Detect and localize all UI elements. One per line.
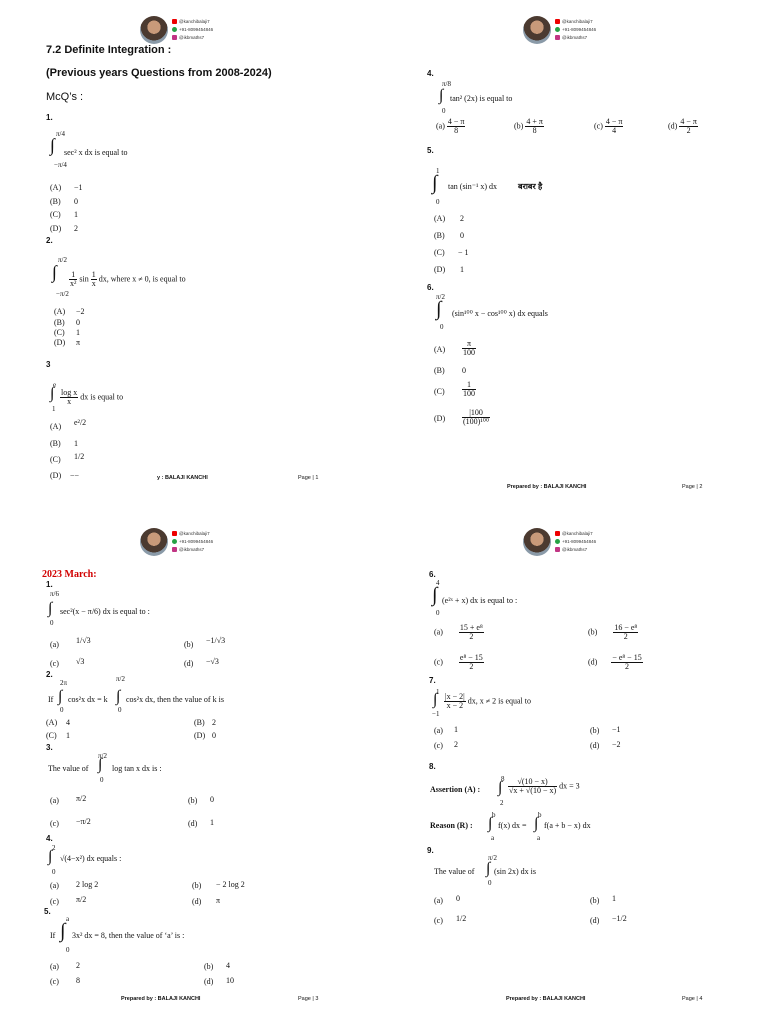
instagram-handle: @ikbmaths7: [562, 35, 588, 40]
question-number: 6.: [427, 283, 434, 292]
instagram-handle: @ikbmaths7: [562, 547, 588, 552]
page-number: Page | 1: [298, 475, 319, 481]
option-value[interactable]: $\frac{1}{100}$: [463, 380, 475, 398]
option-label: (A): [50, 422, 62, 431]
youtube-handle: @kanchibalaji7: [179, 19, 210, 24]
question-text: log tan x dx is :: [112, 764, 162, 773]
fraction: $\frac{√(10 - x)}{√x + √(10 - x)}$: [509, 777, 557, 795]
integral-upper-limit: e: [53, 381, 57, 389]
integral-sign: ∫: [436, 298, 442, 320]
option-value[interactable]: 0: [212, 731, 216, 740]
option-label: (a): [50, 640, 59, 649]
integral-sign: ∫: [48, 848, 53, 865]
integral-upper-limit: π/2: [488, 854, 497, 862]
integral-lower-limit: 0: [440, 323, 444, 331]
option-value[interactable]: 8: [76, 976, 80, 985]
question-text: tan (sin⁻¹ x) dx: [448, 182, 498, 191]
question-text: sec² x dx is equal to: [64, 148, 128, 157]
option-value[interactable]: π: [216, 896, 221, 905]
option-label: (D): [54, 338, 66, 347]
option-label: (a): [434, 627, 443, 637]
reason-text-continued: f(a + b − x) dx: [544, 821, 591, 830]
question-text: dx is equal to: [80, 392, 124, 402]
option-value[interactable]: 1: [460, 265, 464, 274]
question-text: (sin 2x) dx is: [494, 867, 536, 876]
option-value[interactable]: 4: [226, 961, 230, 970]
integral-upper-limit: π/2: [58, 256, 67, 264]
youtube-icon: [555, 19, 560, 24]
option-label: (C): [434, 387, 445, 396]
option-label: (a): [50, 881, 59, 890]
whatsapp-icon: [555, 539, 560, 544]
option-value[interactable]: 1: [74, 439, 78, 448]
integral-upper-limit: π/4: [56, 130, 65, 138]
option-label: (B): [434, 366, 445, 375]
option-label: (a): [434, 896, 443, 905]
integral-upper-limit: 1: [436, 167, 440, 175]
option-label: (C): [434, 248, 445, 257]
option-value[interactable]: e²/2: [74, 418, 87, 427]
option-value[interactable]: π/2: [76, 794, 87, 803]
integral-upper-limit: π/8: [442, 80, 451, 88]
option-value[interactable]: $\frac{\text{e⁸ − 15}}{2}$: [459, 653, 483, 671]
option-label: (b): [204, 962, 214, 971]
option-label: (b): [590, 726, 600, 735]
option-value[interactable]: 0: [210, 795, 214, 804]
option-label: (c): [50, 977, 59, 986]
option-value[interactable]: 1: [454, 725, 458, 734]
integral-upper-limit: 8: [501, 775, 505, 783]
option-value[interactable]: − 1: [458, 248, 469, 257]
option-value[interactable]: 1: [612, 894, 616, 903]
option-value[interactable]: 2: [454, 740, 458, 749]
header: [523, 16, 643, 46]
avatar: [140, 16, 168, 44]
option-label: (a): [434, 726, 443, 735]
fraction: $\frac{\text{log x}}{x}$: [61, 388, 78, 406]
option-label: (c): [434, 916, 443, 925]
option-value[interactable]: 0: [460, 231, 464, 240]
option-label: (d): [588, 657, 598, 667]
option-label: (a): [50, 962, 59, 971]
integral-lower-limit: 1: [52, 405, 56, 413]
integral-lower-limit: −1: [432, 710, 440, 718]
question-number: 4.: [46, 834, 53, 843]
question-number: 9.: [427, 846, 434, 855]
question-number: 2.: [46, 670, 53, 679]
option-value[interactable]: 10: [226, 976, 234, 985]
fraction: $\frac{1}{\text{x²}}$: [70, 270, 77, 288]
option-label: (b): [514, 121, 524, 131]
question-text: 3x² dx = 8, then the value of ‘a’ is :: [72, 931, 185, 940]
question-text: dx, where x ≠ 0, is equal to: [98, 274, 186, 284]
option-value[interactable]: − 2 log 2: [216, 880, 245, 889]
option-value[interactable]: $\frac{\text{− e⁸ − 15}}{2}$: [612, 653, 642, 671]
integral-lower-limit: 0: [118, 706, 122, 714]
whatsapp-number: +91-8099454846: [179, 27, 214, 32]
option-label: (A): [54, 307, 66, 316]
integral-sign: ∫: [486, 860, 491, 877]
youtube-handle: @kanchibalaji7: [562, 531, 593, 536]
question-text-prefix: The value of: [48, 764, 89, 773]
integral-sign: ∫: [52, 262, 57, 282]
option-value[interactable]: 2: [76, 961, 80, 970]
fraction: $\frac{|x - 2|}{x - 2}$: [445, 692, 465, 710]
whatsapp-icon: [555, 27, 560, 32]
integral-lower-limit: a: [491, 834, 495, 842]
option-label: (b): [184, 640, 194, 649]
option-value[interactable]: −1: [612, 725, 621, 734]
question-number: 1.: [46, 580, 53, 589]
option-value[interactable]: $\frac{\text{16 − e⁸}}{2}$: [614, 623, 638, 641]
avatar: [523, 528, 551, 556]
option-label: (A): [50, 183, 62, 192]
question-text: (sin¹⁰⁰ x − cos¹⁰⁰ x) dx equals: [452, 309, 548, 318]
option-label: (d): [204, 977, 214, 986]
option-value[interactable]: −2: [76, 307, 85, 316]
option-value[interactable]: 2: [212, 718, 216, 727]
integral-sign: ∫: [116, 688, 121, 705]
integral-upper-limit: π/6: [50, 590, 59, 598]
mcq-heading: McQ’s :: [46, 91, 84, 103]
option-label: (C): [54, 328, 65, 337]
page-subtitle: (Previous years Questions from 2008-2024): [46, 67, 272, 79]
option-value[interactable]: 2: [74, 224, 78, 233]
page-2: [384, 0, 768, 512]
footer-author: Prepared by : BALAJI KANCHI: [121, 996, 201, 1002]
question-number: 7.: [429, 676, 436, 685]
integral-upper-limit: 2: [52, 844, 56, 852]
whatsapp-icon: [172, 27, 177, 32]
page-title: 7.2 Definite Integration :: [46, 44, 172, 56]
question-text-prefix: The value of: [434, 867, 475, 876]
integral-sign: ∫: [439, 87, 444, 104]
question-number: 8.: [429, 762, 436, 771]
option-value[interactable]: 0: [462, 366, 466, 375]
option-label: (d): [668, 121, 678, 131]
footer-author: Prepared by : BALAJI KANCHI: [507, 484, 587, 490]
integral-sign: ∫: [50, 385, 55, 402]
page-3: [0, 512, 384, 1024]
option-value[interactable]: 2 log 2: [76, 880, 99, 889]
option-value[interactable]: −1/2: [612, 914, 627, 923]
assertion-label: Assertion (A) :: [430, 785, 481, 794]
option-value[interactable]: $\frac{\text{15 + e⁸}}{2}$: [459, 623, 483, 641]
question-number: 1.: [46, 113, 53, 122]
integral-sign: ∫: [498, 779, 503, 796]
page-number: Page | 3: [298, 996, 319, 1002]
fraction: $\frac{1}{x}$: [91, 270, 96, 288]
option-label: (d): [184, 659, 194, 668]
youtube-icon: [172, 531, 177, 536]
integral-lower-limit: a: [537, 834, 541, 842]
option-label: (b): [590, 896, 600, 905]
question-number: 3: [46, 360, 51, 369]
footer-author: Prepared by : BALAJI KANCHI: [506, 996, 586, 1002]
reason-label: Reason (R) :: [430, 821, 473, 830]
option-label: (A): [434, 214, 446, 223]
integral-sign: ∫: [60, 920, 66, 942]
integral-upper-limit: 2π: [60, 679, 68, 687]
header: [140, 528, 260, 558]
option-label: (A): [46, 718, 58, 727]
instagram-icon: [555, 35, 560, 40]
option-label: (c): [434, 741, 443, 750]
option-label: (d): [590, 916, 600, 925]
question-text: sec²(x − π/6) dx is equal to :: [60, 607, 150, 616]
option-label: (c): [50, 659, 59, 668]
youtube-handle: @kanchibalaji7: [179, 531, 210, 536]
option-label: (B): [50, 439, 61, 448]
option-label: (B): [50, 197, 61, 206]
reason-text: f(x) dx =: [498, 821, 527, 830]
question-text: (e²ˣ + x) dx is equal to :: [442, 596, 518, 605]
option-value[interactable]: 1/2: [74, 452, 85, 461]
option-label: (a): [436, 121, 445, 131]
integral-lower-limit: −π/4: [54, 161, 67, 169]
question-text: √(4−x²) dx equals :: [60, 854, 122, 863]
option-value[interactable]: 1: [66, 731, 70, 740]
question-number: 5.: [427, 146, 434, 155]
integral-sign: ∫: [58, 688, 63, 705]
option-value[interactable]: $\frac{\pi}{100}$: [463, 339, 475, 357]
option-label: (D): [434, 265, 446, 274]
youtube-icon: [555, 531, 560, 536]
option-value[interactable]: 1: [74, 210, 78, 219]
whatsapp-number: +91-8099454846: [562, 539, 597, 544]
question-number: 3.: [46, 743, 53, 752]
option-label: (B): [194, 718, 205, 727]
option-value[interactable]: 1: [210, 818, 214, 827]
avatar: [523, 16, 551, 44]
instagram-handle: @ikbmaths7: [179, 547, 205, 552]
option-value[interactable]: −2: [612, 740, 621, 749]
option-label: (c): [594, 121, 603, 131]
option-value[interactable]: 1/2: [456, 914, 467, 923]
question-number: 5.: [44, 907, 51, 916]
whatsapp-number: +91-8099454846: [179, 539, 214, 544]
integral-upper-limit: 4: [436, 579, 440, 587]
instagram-icon: [172, 35, 177, 40]
integral-upper-limit: π/2: [98, 752, 107, 760]
integral-sign: ∫: [433, 691, 438, 708]
integral-upper-limit: a: [66, 915, 70, 923]
integral-sign: ∫: [488, 815, 493, 832]
section-heading: 2023 March:: [42, 569, 97, 580]
integral-upper-limit: b: [492, 811, 496, 819]
option-value[interactable]: 0: [76, 318, 80, 327]
option-value[interactable]: −√3: [206, 657, 219, 666]
option-label: (C): [50, 455, 61, 464]
option-value[interactable]: $\frac{4 - \pi}{4}$: [605, 117, 623, 135]
option-value[interactable]: 2: [460, 214, 464, 223]
header: [140, 16, 260, 46]
whatsapp-icon: [172, 539, 177, 544]
integral-lower-limit: 0: [60, 706, 64, 714]
page-1: @kanchibalaji7 +91-8099454846 @ikbmaths7 7.2 Definite Integration : (Previous years Questions from 2008-2024) McQ’s : 1. π/4 ∫ −π/4 sec² x dx is equal to (A) −1 (B) 0 (C) 1 (D) 2 2. π/2 ∫ −π/2 $\frac{1}{\text{x²}}$ sin $\frac{1}{x}$ dx, where x ≠ 0, is equal to (A) −2 (B) 0 (C) 1 (D) π 3 e ∫ 1 $\frac{\text{log x}}{x}$ dx is equal to (A) e²/2 (B) 1 (C) 1/2 (D) −− y : BALAJI KANCHI Page | 1: [0, 0, 384, 512]
whatsapp-number: +91-8099454846: [562, 27, 597, 32]
option-label: (C): [50, 210, 61, 219]
question-text: dx, x ≠ 2 is equal to: [467, 696, 531, 706]
option-value[interactable]: π: [76, 338, 81, 347]
option-value[interactable]: −1/√3: [206, 636, 226, 645]
question-text: tan² (2x) is equal to: [450, 94, 513, 103]
option-label: (B): [54, 318, 65, 327]
option-label: (d): [590, 741, 600, 750]
option-value[interactable]: −1: [74, 183, 83, 192]
option-value[interactable]: $\frac{4 + \pi}{8}$: [526, 117, 543, 135]
question-text-prefix: If: [50, 931, 56, 940]
question-text-prefix: If: [48, 695, 54, 704]
integral-lower-limit: 0: [100, 776, 104, 784]
integral-sign: ∫: [98, 756, 103, 773]
option-value[interactable]: $\frac{4 - \pi}{2}$: [680, 117, 697, 135]
integral-lower-limit: 0: [50, 619, 54, 627]
option-label: (c): [434, 657, 443, 667]
header: [523, 528, 643, 558]
integral-upper-limit: b: [538, 811, 542, 819]
integral-sign: ∫: [534, 815, 539, 832]
instagram-icon: [172, 547, 177, 552]
option-label: (D): [434, 414, 446, 423]
option-label: (D): [194, 731, 206, 740]
option-label: (A): [434, 345, 446, 354]
instagram-icon: [555, 547, 560, 552]
question-number: 2.: [46, 236, 53, 245]
integral-lower-limit: 0: [488, 879, 492, 887]
question-text-continued: cos²x dx, then the value of k is: [126, 695, 224, 704]
integral-lower-limit: −π/2: [56, 290, 69, 298]
option-label: (B): [434, 231, 445, 240]
integral-lower-limit: 0: [442, 107, 446, 115]
option-value[interactable]: −−: [70, 471, 80, 480]
option-value[interactable]: 4: [66, 718, 70, 727]
page-number: Page | 2: [682, 484, 703, 490]
option-value[interactable]: π/2: [76, 895, 87, 904]
option-value[interactable]: 1: [76, 328, 80, 337]
option-label: (b): [188, 796, 198, 805]
question-text-hindi: बराबर है: [518, 182, 543, 191]
integral-lower-limit: 2: [500, 799, 504, 807]
option-value[interactable]: −π/2: [76, 817, 91, 826]
instagram-handle: @ikbmaths7: [179, 35, 205, 40]
integral-sign: ∫: [48, 600, 53, 617]
avatar: [140, 528, 168, 556]
option-value[interactable]: 0: [74, 197, 78, 206]
option-value[interactable]: 1/√3: [76, 636, 91, 645]
youtube-handle: @kanchibalaji7: [562, 19, 593, 24]
option-label: (c): [50, 819, 59, 828]
integral-upper-limit: 1: [436, 688, 440, 696]
integral-lower-limit: 0: [436, 198, 440, 206]
option-label: (D): [50, 471, 62, 480]
question-number: 6.: [429, 570, 436, 579]
assertion-text: dx = 3: [559, 781, 580, 791]
youtube-icon: [172, 19, 177, 24]
option-value[interactable]: 0: [456, 894, 460, 903]
integral-lower-limit: 0: [52, 868, 56, 876]
page-number: Page | 4: [682, 996, 703, 1002]
option-label: (b): [192, 881, 202, 890]
integral-upper-limit: π/2: [436, 293, 445, 301]
question-number: 4.: [427, 69, 434, 78]
option-value[interactable]: $\frac{|100}{\text{(100)¹⁰⁰}}$: [463, 408, 490, 426]
question-text: cos²x dx = k: [68, 695, 108, 704]
integral-sign: ∫: [432, 172, 438, 194]
option-label: (b): [588, 627, 598, 637]
footer-author: y : BALAJI KANCHI: [157, 475, 208, 481]
option-label: (C): [46, 731, 57, 740]
option-value[interactable]: √3: [76, 657, 85, 666]
integral-sign: ∫: [50, 135, 55, 155]
integral-lower-limit: 0: [66, 946, 70, 954]
option-label: (d): [192, 897, 202, 906]
option-value[interactable]: $\frac{4 - \pi}{8}$: [447, 117, 465, 135]
page-4: [384, 512, 768, 1024]
option-label: (D): [50, 224, 62, 233]
option-label: (a): [50, 796, 59, 805]
integral-upper-limit: π/2: [116, 675, 125, 683]
option-label: (c): [50, 897, 59, 906]
integral-sign: ∫: [432, 584, 438, 606]
option-label: (d): [188, 819, 198, 828]
integral-lower-limit: 0: [436, 609, 440, 617]
